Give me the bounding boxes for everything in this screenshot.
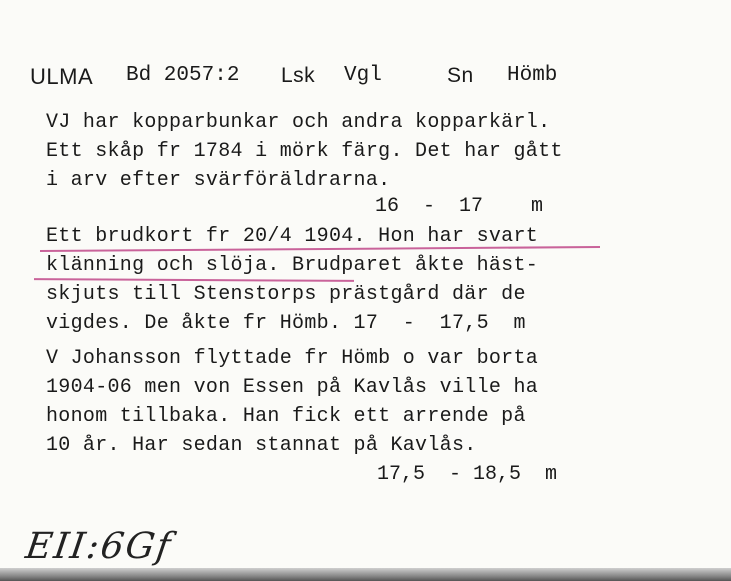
measurement: 16 - 17 m (375, 195, 544, 218)
lsk-value: Vgl (344, 64, 382, 87)
text-line: vigdes. De åkte fr Hömb. 17 - 17,5 m (46, 312, 526, 335)
highlight-underline (34, 278, 354, 282)
text-line: 1904-06 men von Essen på Kavlås ville ha (46, 376, 539, 399)
text-line: Ett skåp fr 1784 i mörk färg. Det har gått (46, 140, 563, 163)
reference-number: Bd 2057:2 (126, 64, 240, 87)
sn-label: Sn (447, 64, 474, 87)
measurement: 17,5 - 18,5 m (377, 463, 558, 486)
card-bottom-edge (0, 568, 731, 581)
sn-value: Hömb (507, 64, 558, 87)
archive-name: ULMA (30, 64, 94, 89)
text-line: skjuts till Stenstorps prästgård där de (46, 283, 526, 306)
text-line: i arv efter svärföräldrarna. (46, 169, 391, 192)
text-line: V Johansson flyttade fr Hömb o var borta (46, 347, 539, 370)
text-line: 10 år. Har sedan stannat på Kavlås. (46, 434, 477, 457)
text-line: honom tillbaka. Han fick ett arrende på (46, 405, 526, 428)
text-line: Ett brudkort fr 20/4 1904. Hon har svart (46, 225, 539, 248)
handwritten-signature: EII:6Gf (23, 526, 175, 567)
text-line: VJ har kopparbunkar och andra kopparkärl. (46, 111, 551, 134)
text-line: klänning och slöja. Brudparet åkte häst- (46, 254, 539, 277)
lsk-label: Lsk (281, 64, 316, 87)
